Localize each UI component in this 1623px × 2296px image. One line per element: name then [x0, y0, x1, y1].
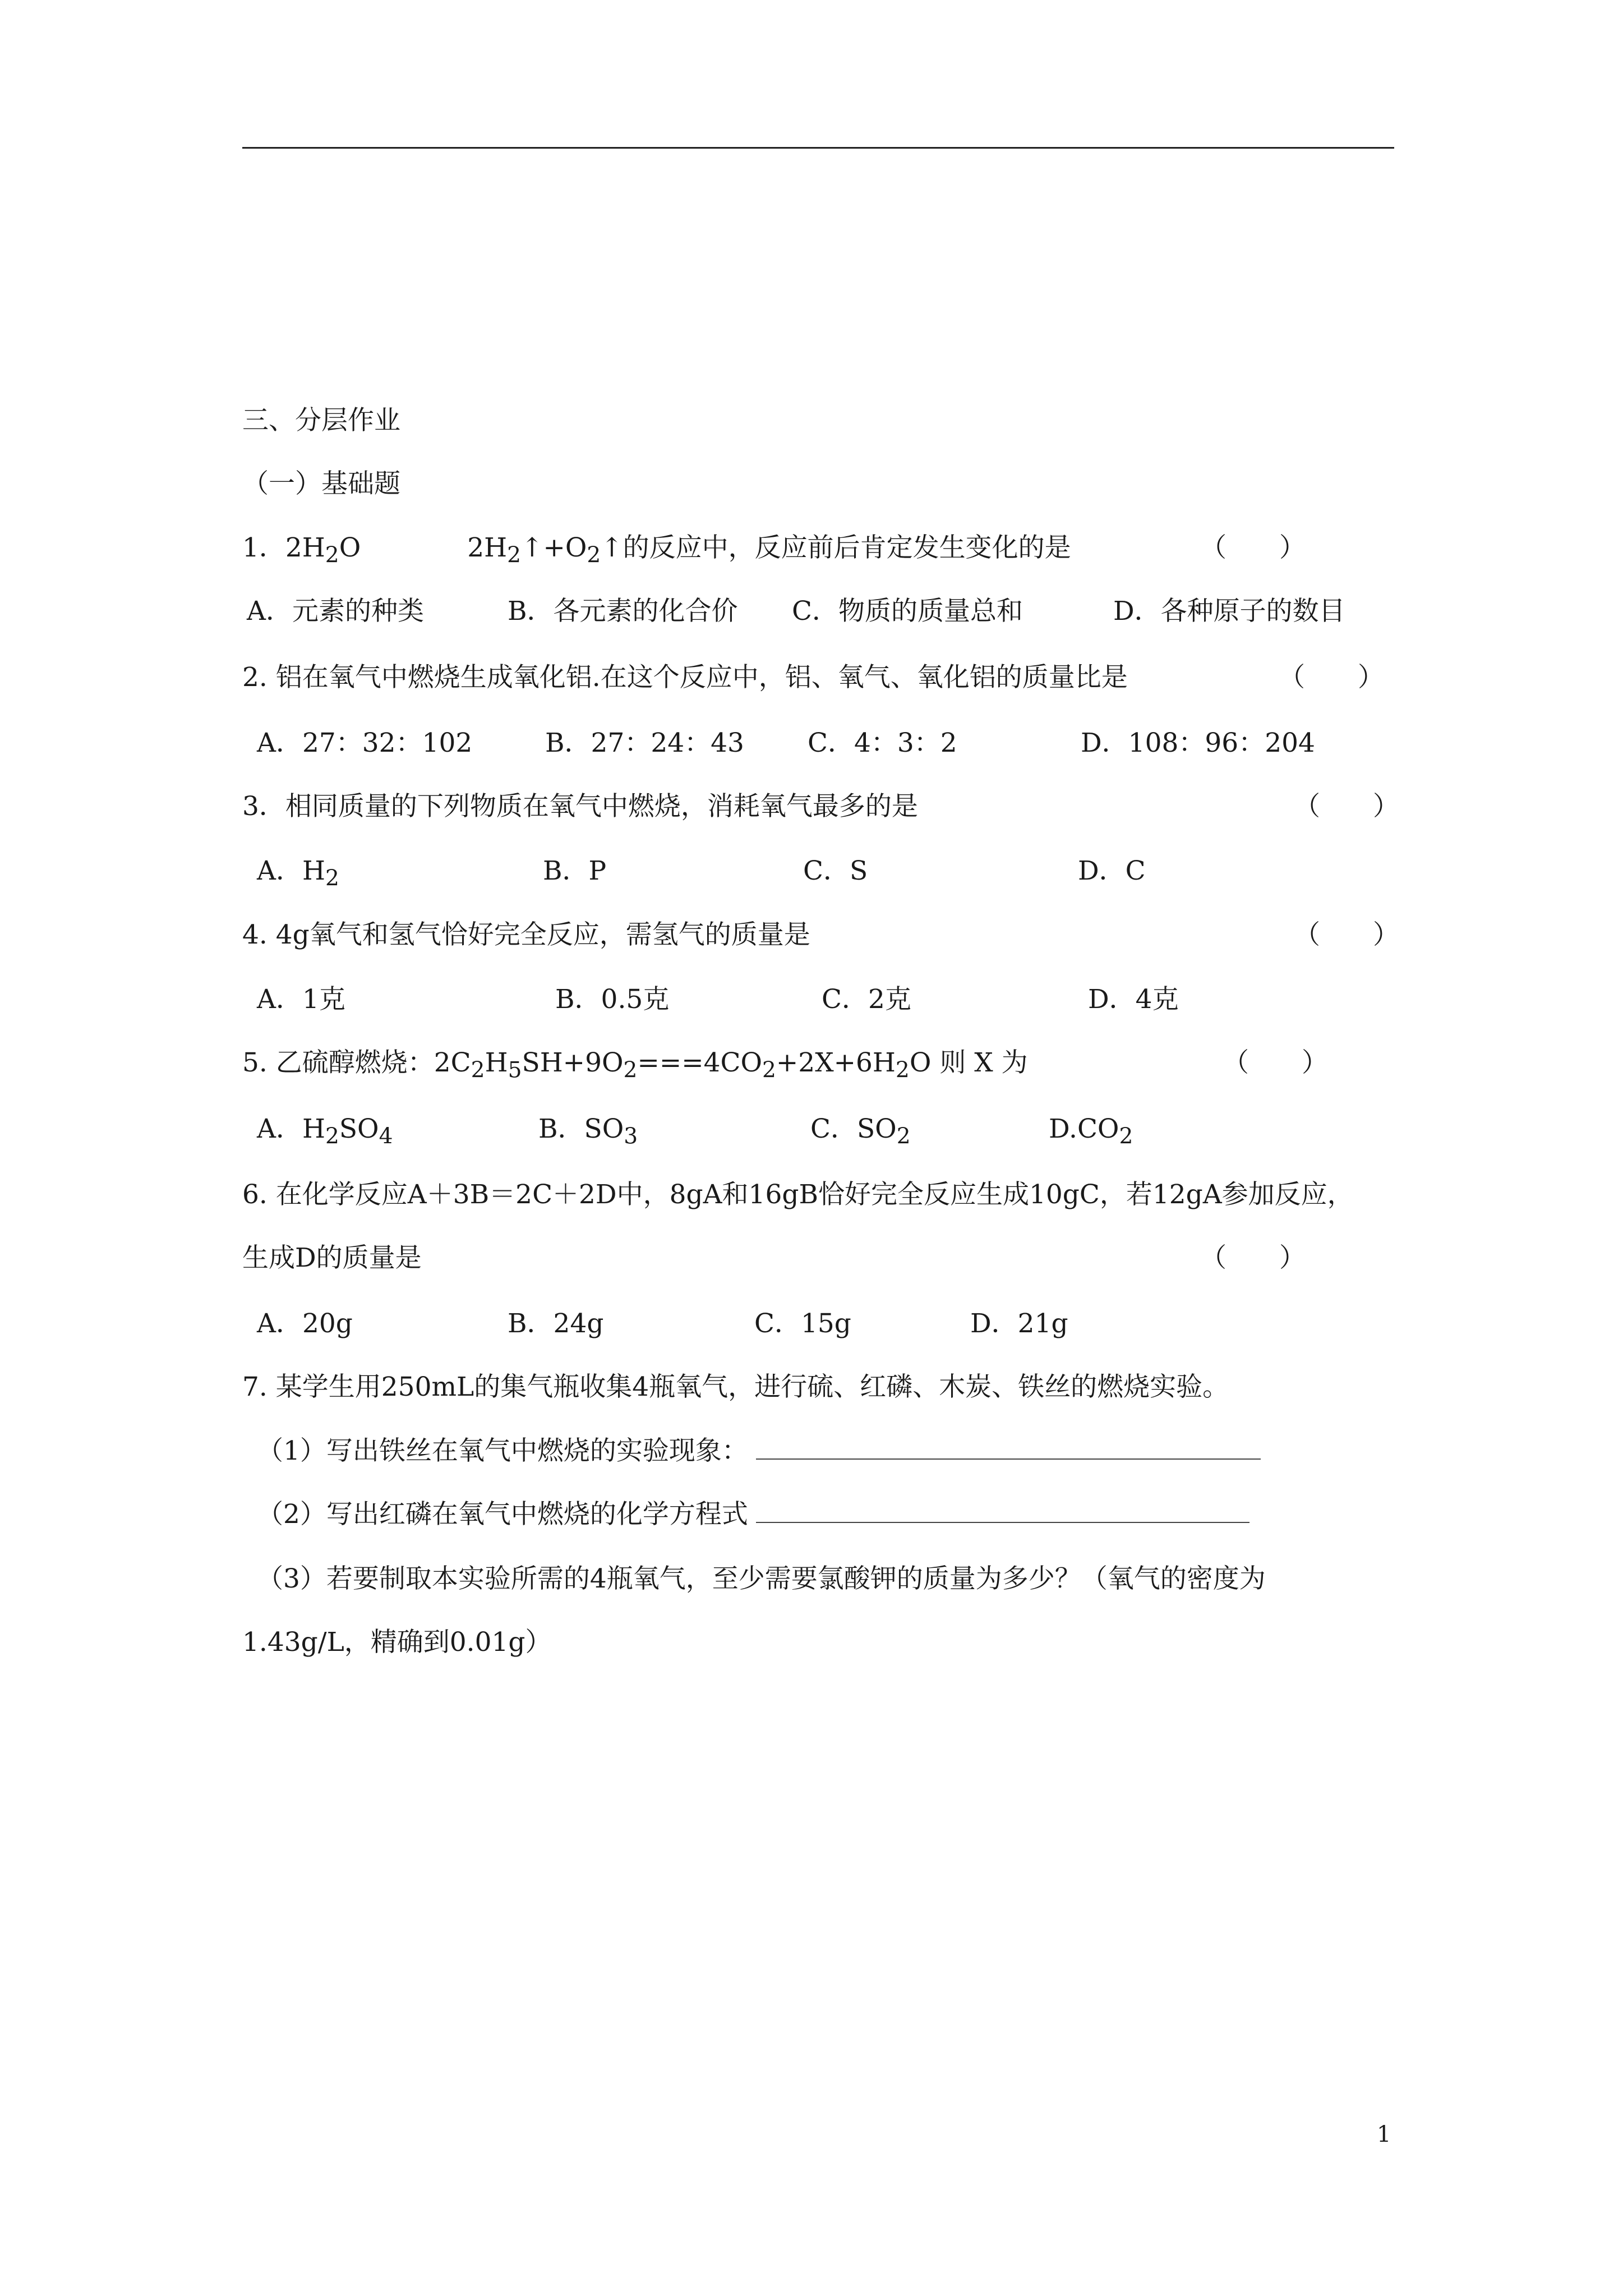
q3-option-c: C．S — [803, 855, 868, 886]
q2-option-d: D．108：96：204 — [1081, 728, 1315, 758]
subsection-title: （一）基础题 — [242, 468, 400, 499]
q3-option-d: D．C — [1078, 855, 1146, 886]
q1-option-b: B．各元素的化合价 — [508, 596, 738, 627]
q6-text-line2: 生成D的质量是 — [242, 1243, 422, 1273]
q6-option-c: C．15g — [754, 1308, 851, 1339]
q4-text: 4. 4g氧气和氢气恰好完全反应，需氢气的质量是 — [242, 919, 810, 950]
q3-option-b: B．P — [543, 855, 607, 886]
q7-sub1-answer-blank[interactable] — [756, 1436, 1261, 1460]
q2-option-b: B．27：24：43 — [545, 728, 744, 758]
q4-paren: （ ） — [1294, 919, 1399, 950]
q2-paren: （ ） — [1279, 662, 1384, 693]
q3-option-a: A．$H_2$ — [257, 855, 339, 891]
q5-option-a: A．$H_2SO_4$ — [257, 1114, 393, 1149]
section-title: 三、分层作业 — [242, 405, 400, 436]
q6-option-a: A．20g — [257, 1308, 353, 1339]
q7-sub1: （1）写出铁丝在氧气中燃烧的实验现象： — [257, 1434, 1261, 1468]
page-number: 1 — [1377, 2122, 1391, 2147]
q6-option-d: D．21g — [970, 1308, 1068, 1339]
q7-sub2-answer-blank[interactable] — [756, 1499, 1249, 1523]
q2-option-c: C．4：3：2 — [808, 728, 957, 758]
q1-option-a: A．元素的种类 — [247, 596, 424, 627]
q7-text: 7. 某学生用250mL的集气瓶收集4瓶氧气，进行硫、红磷、木炭、铁丝的燃烧实验。 — [242, 1372, 1229, 1402]
header-rule — [242, 147, 1394, 149]
q4-option-a: A．1克 — [257, 984, 345, 1015]
q4-option-b: B．0.5克 — [555, 984, 670, 1015]
q6-option-b: B．24g — [508, 1308, 604, 1339]
q5-option-d: $D.CO_2$ — [1049, 1114, 1133, 1149]
q2-text: 2. 铝在氧气中燃烧生成氧化铝.在这个反应中，铝、氧气、氧化铝的质量比是 — [242, 662, 1128, 693]
q3-text: 3．相同质量的下列物质在氧气中燃烧，消耗氧气最多的是 — [242, 791, 918, 822]
q5-option-c: C．$SO_2$ — [810, 1114, 911, 1149]
q3-paren: （ ） — [1294, 791, 1399, 822]
q1-text: 1．$2H_2O$ $2H_2↑+O_2↑$的反应中，反应前后肯定发生变化的是 — [242, 532, 1071, 568]
q5-paren: （ ） — [1223, 1047, 1328, 1078]
q6-text-line1: 6. 在化学反应A＋3B＝2C＋2D中，8gA和16gB恰好完全反应生成10gC，若12gA参加反应， — [242, 1179, 1354, 1210]
q2-option-a: A．27：32：102 — [257, 728, 473, 758]
q1-option-c: C．物质的质量总和 — [792, 596, 1023, 627]
q7-sub2: （2）写出红磷在氧气中燃烧的化学方程式 — [257, 1498, 1249, 1531]
q5-text: 5. 乙硫醇燃烧：$2C_2H_5SH+9O_2===4CO_2+2X+6H_2O$ 则 X 为 — [242, 1047, 1028, 1083]
q4-option-c: C．2克 — [822, 984, 911, 1015]
q7-sub3-line1: （3）若要制取本实验所需的4瓶氧气，至少需要氯酸钾的质量为多少？（氧气的密度为 — [257, 1563, 1266, 1594]
q4-option-d: D．4克 — [1088, 984, 1179, 1015]
q1-paren: （ ） — [1200, 532, 1306, 563]
q1-option-d: D．各种原子的数目 — [1113, 596, 1345, 627]
q7-sub3-line2: 1.43g/L，精确到0.01g） — [242, 1627, 552, 1658]
q6-paren: （ ） — [1200, 1243, 1306, 1273]
q5-option-b: B．$SO_3$ — [538, 1114, 638, 1149]
